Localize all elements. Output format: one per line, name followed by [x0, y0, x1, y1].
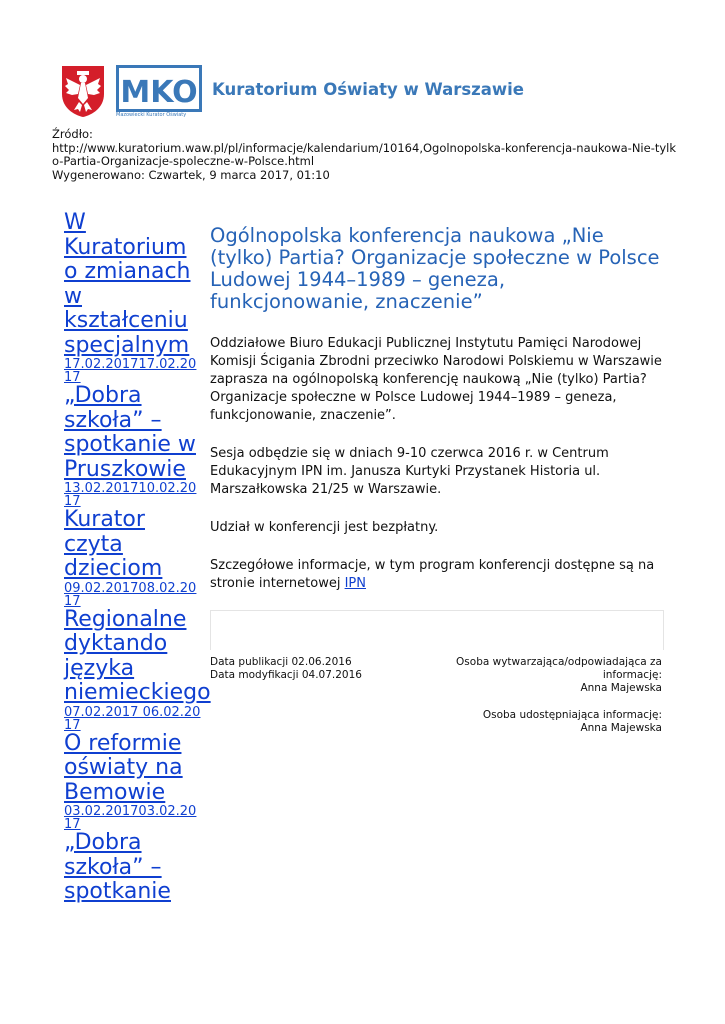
- sidebar-news-title[interactable]: Regionalne dyktando języka niemieckiego: [64, 606, 211, 705]
- author-block: [432, 656, 662, 695]
- sidebar-news-title[interactable]: O reformie oświaty na Bemowie: [64, 730, 183, 805]
- source-url: http://www.kuratorium.waw.pl/pl/informacje/kalendarium/10164,Ogolnopolska-konferencja-naukowa-Nie-tylko-Partia-Organizacje-spoleczne-w-Polsce.html: [52, 140, 677, 168]
- mko-logo-icon: [116, 65, 202, 117]
- article-paragraph: Oddziałowe Biuro Edukacji Publicznej Instytutu Pamięci Narodowej Komisji Ścigania Zbrodni przeciwko Narodowi Polskiemu w Warszawie zaprasza na ogólnopolską konferencję naukową „Nie (tylko) Partia? Organizacje społeczne w Polsce Ludowej 1944–1989 – geneza, funkcjonowanie, znaczenie”.: [210, 336, 662, 423]
- modification-date: Data modyfikacji 04.07.2016: [210, 669, 362, 681]
- sidebar-news-title[interactable]: W Kuratorium o zmianach w kształceniu specjalnym: [64, 210, 191, 358]
- article-paragraph: Udział w konferencji jest bezpłatny.: [210, 520, 439, 535]
- sidebar-news-item[interactable]: [64, 384, 202, 508]
- brand-name: Kuratorium Oświaty w Warszawie: [212, 80, 525, 99]
- author-name: Anna Majewska: [580, 682, 662, 694]
- persons-block: [432, 656, 662, 735]
- sidebar-news-dates[interactable]: 13.02.201710.02.2017: [64, 481, 197, 509]
- ipn-link[interactable]: IPN: [344, 576, 366, 591]
- sidebar-news-item[interactable]: [64, 606, 211, 733]
- sidebar-news-title[interactable]: Kurator czyta dzieciom: [64, 507, 163, 581]
- dates-block: [210, 656, 362, 682]
- sidebar-news-title[interactable]: „Dobra szkoła” – spotkanie w Pruszkowie: [64, 383, 196, 482]
- source-info: [52, 128, 682, 182]
- generated-date: Wygenerowano: Czwartek, 9 marca 2017, 01:10: [52, 167, 330, 182]
- mko-logo-text: MKO: [120, 75, 198, 110]
- sidebar-news-item[interactable]: [64, 508, 202, 608]
- article-paragraph: [210, 557, 665, 593]
- sidebar-news-title[interactable]: „Dobra szkoła” – spotkanie: [64, 830, 171, 904]
- polish-eagle-emblem-icon: [60, 64, 106, 118]
- publisher-label: Osoba udostępniająca informację:: [482, 709, 662, 721]
- sidebar-news-item[interactable]: [64, 732, 202, 832]
- article-content: [210, 225, 665, 613]
- publisher-name: Anna Majewska: [580, 722, 662, 734]
- sidebar-news-dates[interactable]: 07.02.2017 06.02.2017: [64, 704, 201, 733]
- article-paragraph-text: Szczegółowe informacje, w tym program konferencji dostępne są na stronie internetowej: [210, 558, 655, 591]
- sidebar-news-item[interactable]: [64, 211, 202, 384]
- article-paragraph: Sesja odbędzie się w dniach 9-10 czerwca 2016 r. w Centrum Edukacyjnym IPN im. Janusza Kurtyki Przystanek Historia ul. Marszałkowska 21/25 w Warszawie.: [210, 446, 609, 497]
- page-header: [60, 62, 525, 122]
- publication-date: Data publikacji 02.06.2016: [210, 656, 352, 668]
- mko-logo-caption: Mazowiecki Kurator Oświaty: [116, 112, 187, 118]
- sidebar-news-dates[interactable]: 09.02.201708.02.2017: [64, 580, 197, 609]
- sidebar-news-dates[interactable]: 17.02.201717.02.2017: [64, 357, 197, 385]
- article-title: Ogólnopolska konferencja naukowa „Nie (tylko) Partia? Organizacje społeczne w Polsce Ludowej 1944–1989 – geneza, funkcjonowanie, znaczenie”: [210, 224, 660, 313]
- source-label: Źródło:: [52, 127, 93, 141]
- sidebar-news-item[interactable]: [64, 831, 202, 905]
- news-sidebar: [64, 210, 211, 905]
- meta-divider-box: [210, 610, 664, 650]
- author-label: Osoba wytwarzająca/odpowiadająca za informację:: [456, 656, 662, 681]
- publisher-block: [432, 709, 662, 735]
- sidebar-news-dates[interactable]: 03.02.201703.02.2017: [64, 804, 197, 832]
